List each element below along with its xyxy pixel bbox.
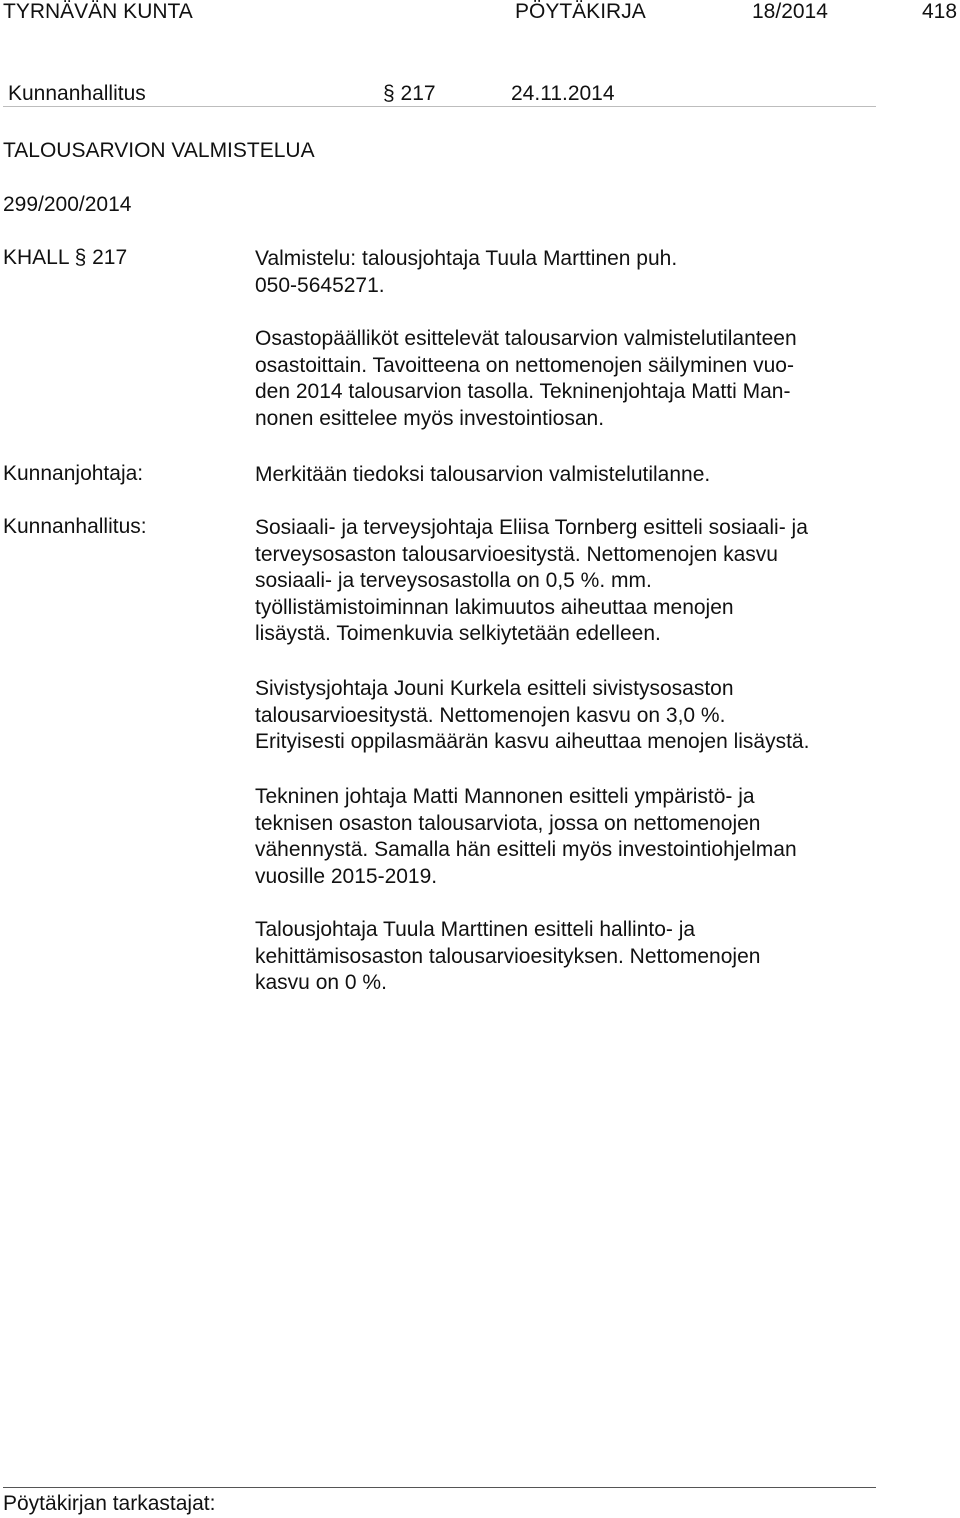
text-line: Valmistelu: talousjohtaja Tuula Marttinen puh. [255, 247, 678, 270]
paragraph-technical [255, 784, 895, 890]
text-line: terveysosaston talousarvioesitystä. Nettomenojen kasvu [255, 542, 778, 566]
paragraph-intro [255, 326, 895, 432]
text-line: kasvu on 0 %. [255, 971, 387, 995]
meeting-date: 24.11.2014 [511, 82, 615, 105]
text-line: työllistämistoiminnan lakimuutos aiheuttaa menojen [255, 595, 734, 619]
item-title: TALOUSARVION VALMISTELUA [3, 139, 315, 162]
text-line: teknisen osaston talousarviota, jossa on nettomenojen [255, 811, 761, 835]
municipality-name: TYRNÄVÄN KUNTA [3, 0, 193, 23]
paragraph-social-health [255, 515, 895, 648]
footer-divider [3, 1487, 876, 1488]
label-kunnanjohtaja: Kunnanjohtaja: [3, 462, 144, 485]
text-line: Talousjohtaja Tuula Marttinen esitteli hallinto- ja [255, 918, 696, 941]
text-line: Tekninen johtaja Matti Mannonen esitteli ympäristö- ja [255, 785, 755, 808]
document-type: PÖYTÄKIRJA [515, 0, 646, 23]
text-line: talousarvioesitystä. Nettomenojen kasvu on 3,0 %. [255, 703, 726, 727]
text-line: den 2014 talousarvion tasolla. Tekninenjohtaja Matti Man- [255, 380, 791, 404]
text-line: Osastopäälliköt esittelevät talousarvion valmistelutilanteen [255, 327, 797, 350]
text-line: lisäystä. Toimenkuvia selkiytetään edelleen. [255, 622, 661, 646]
minutes-reviewers-label: Pöytäkirjan tarkastajat: [3, 1492, 216, 1515]
text-line: 050-5645271. [255, 273, 385, 297]
text-line: vuosille 2015-2019. [255, 864, 438, 888]
document-number: 18/2014 [752, 0, 828, 23]
text-line: vähennystä. Samalla hän esitteli myös investointiohjelman [255, 838, 797, 862]
text-line: osastoittain. Tavoitteena on nettomenojen säilyminen vuo- [255, 353, 794, 377]
text-line: Erityisesti oppilasmäärän kasvu aiheuttaa menojen lisäystä. [255, 730, 810, 754]
text-line: Merkitään tiedoksi talousarvion valmistelutilanne. [255, 463, 711, 486]
text-line: Sivistysjohtaja Jouni Kurkela esitteli sivistysosaston [255, 677, 734, 700]
paragraph-preparer [255, 246, 895, 299]
khall-reference: KHALL § 217 [3, 246, 128, 269]
header-divider [3, 106, 876, 107]
paragraph-proposal [255, 462, 895, 489]
page-number: 418 [922, 0, 958, 23]
text-line: nonen esittelee myös investointiosan. [255, 406, 605, 430]
paragraph-administration [255, 917, 895, 997]
text-line: sosiaali- ja terveysosastolla on 0,5 %. mm. [255, 569, 652, 593]
text-line: kehittämisosaston talousarvioesityksen. Nettomenojen [255, 944, 761, 968]
meeting-body: Kunnanhallitus [8, 82, 146, 105]
label-kunnanhallitus: Kunnanhallitus: [3, 515, 147, 538]
section-number: § 217 [383, 82, 436, 105]
text-line: Sosiaali- ja terveysjohtaja Eliisa Tornberg esitteli sosiaali- ja [255, 516, 808, 539]
record-number: 299/200/2014 [3, 193, 132, 216]
paragraph-education [255, 676, 895, 756]
